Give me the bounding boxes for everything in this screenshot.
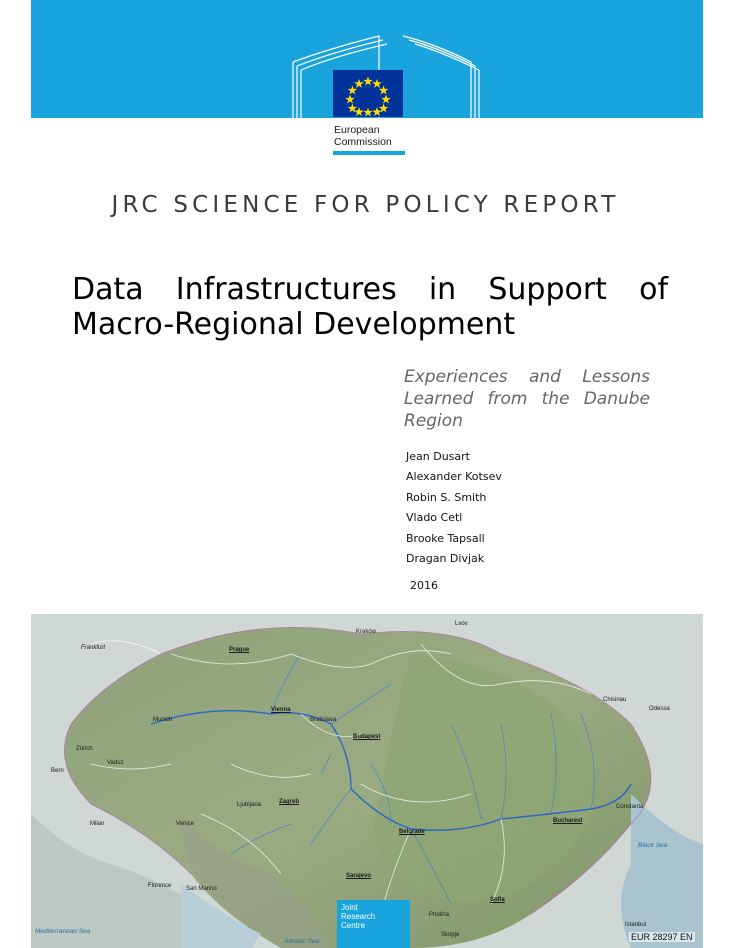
city-label: Munich — [153, 717, 173, 723]
capital-label: Prague — [229, 647, 250, 653]
capital-label: Zagreb — [279, 799, 300, 805]
publication-year: 2016 — [410, 579, 438, 592]
city-label: Istanbul — [625, 922, 647, 928]
danube-region-map — [31, 614, 703, 948]
city-label: Ljubljana — [237, 802, 262, 808]
report-type: JRC SCIENCE FOR POLICY REPORT — [111, 192, 620, 218]
capital-label: Vienna — [271, 707, 291, 713]
city-label: Constanta — [616, 804, 644, 810]
city-label: Frankfurt — [81, 645, 106, 651]
city-label: Florence — [148, 883, 172, 889]
jrc-line2: Research — [341, 912, 376, 921]
ec-underline — [333, 151, 405, 155]
city-label: Skopje — [441, 932, 460, 938]
city-label: Odessa — [649, 706, 670, 712]
jrc-line1: Joint — [341, 903, 358, 912]
report-subtitle: Experiences and Lessons Learned from the Danube Region — [404, 367, 650, 431]
report-number: EUR 28297 EN — [631, 932, 693, 942]
map-image — [31, 614, 703, 948]
city-label: Pristina — [429, 912, 450, 918]
author: Brooke Tapsall — [406, 531, 485, 545]
city-label: Chisinau — [603, 697, 627, 703]
city-label: Milan — [90, 821, 105, 827]
author: Jean Dusart — [406, 450, 470, 463]
city-label: Bern — [51, 768, 64, 774]
jrc-line3: Centre — [341, 921, 366, 930]
ec-line1: European — [334, 124, 380, 136]
city-label: Venice — [176, 821, 195, 827]
eu-stars-icon — [333, 70, 403, 117]
capital-label: Belgrade — [399, 829, 425, 835]
capital-label: Sarajevo — [346, 873, 372, 879]
city-label: San Marino — [186, 886, 217, 892]
author-list — [406, 451, 502, 573]
capital-label: Bucharest — [553, 818, 583, 824]
report-title: Data Infrastructures in Support of Macro-Regional Development — [72, 272, 668, 342]
sea-label: Adriatic Sea — [284, 938, 320, 945]
city-label: Lvov — [455, 621, 468, 627]
capital-label: Budapest — [353, 734, 381, 740]
ec-logo-text — [334, 124, 392, 148]
sea-label: Black Sea — [638, 842, 668, 849]
capital-label: Sofia — [490, 897, 505, 903]
author: Alexander Kotsev — [406, 470, 502, 484]
city-label: Zürich — [76, 746, 93, 752]
eu-flag — [333, 70, 403, 117]
sea-label: Mediterranean Sea — [35, 928, 91, 935]
author: Robin S. Smith — [406, 490, 487, 504]
city-label: Bratislava — [310, 717, 337, 723]
ec-line2: Commission — [334, 136, 392, 148]
city-label: Kraków — [356, 629, 377, 635]
city-label: Vaduz — [107, 760, 124, 766]
author: Vlado Cetl — [406, 511, 463, 525]
author: Dragan Divjak — [406, 551, 485, 565]
jrc-logo-text — [341, 903, 375, 930]
